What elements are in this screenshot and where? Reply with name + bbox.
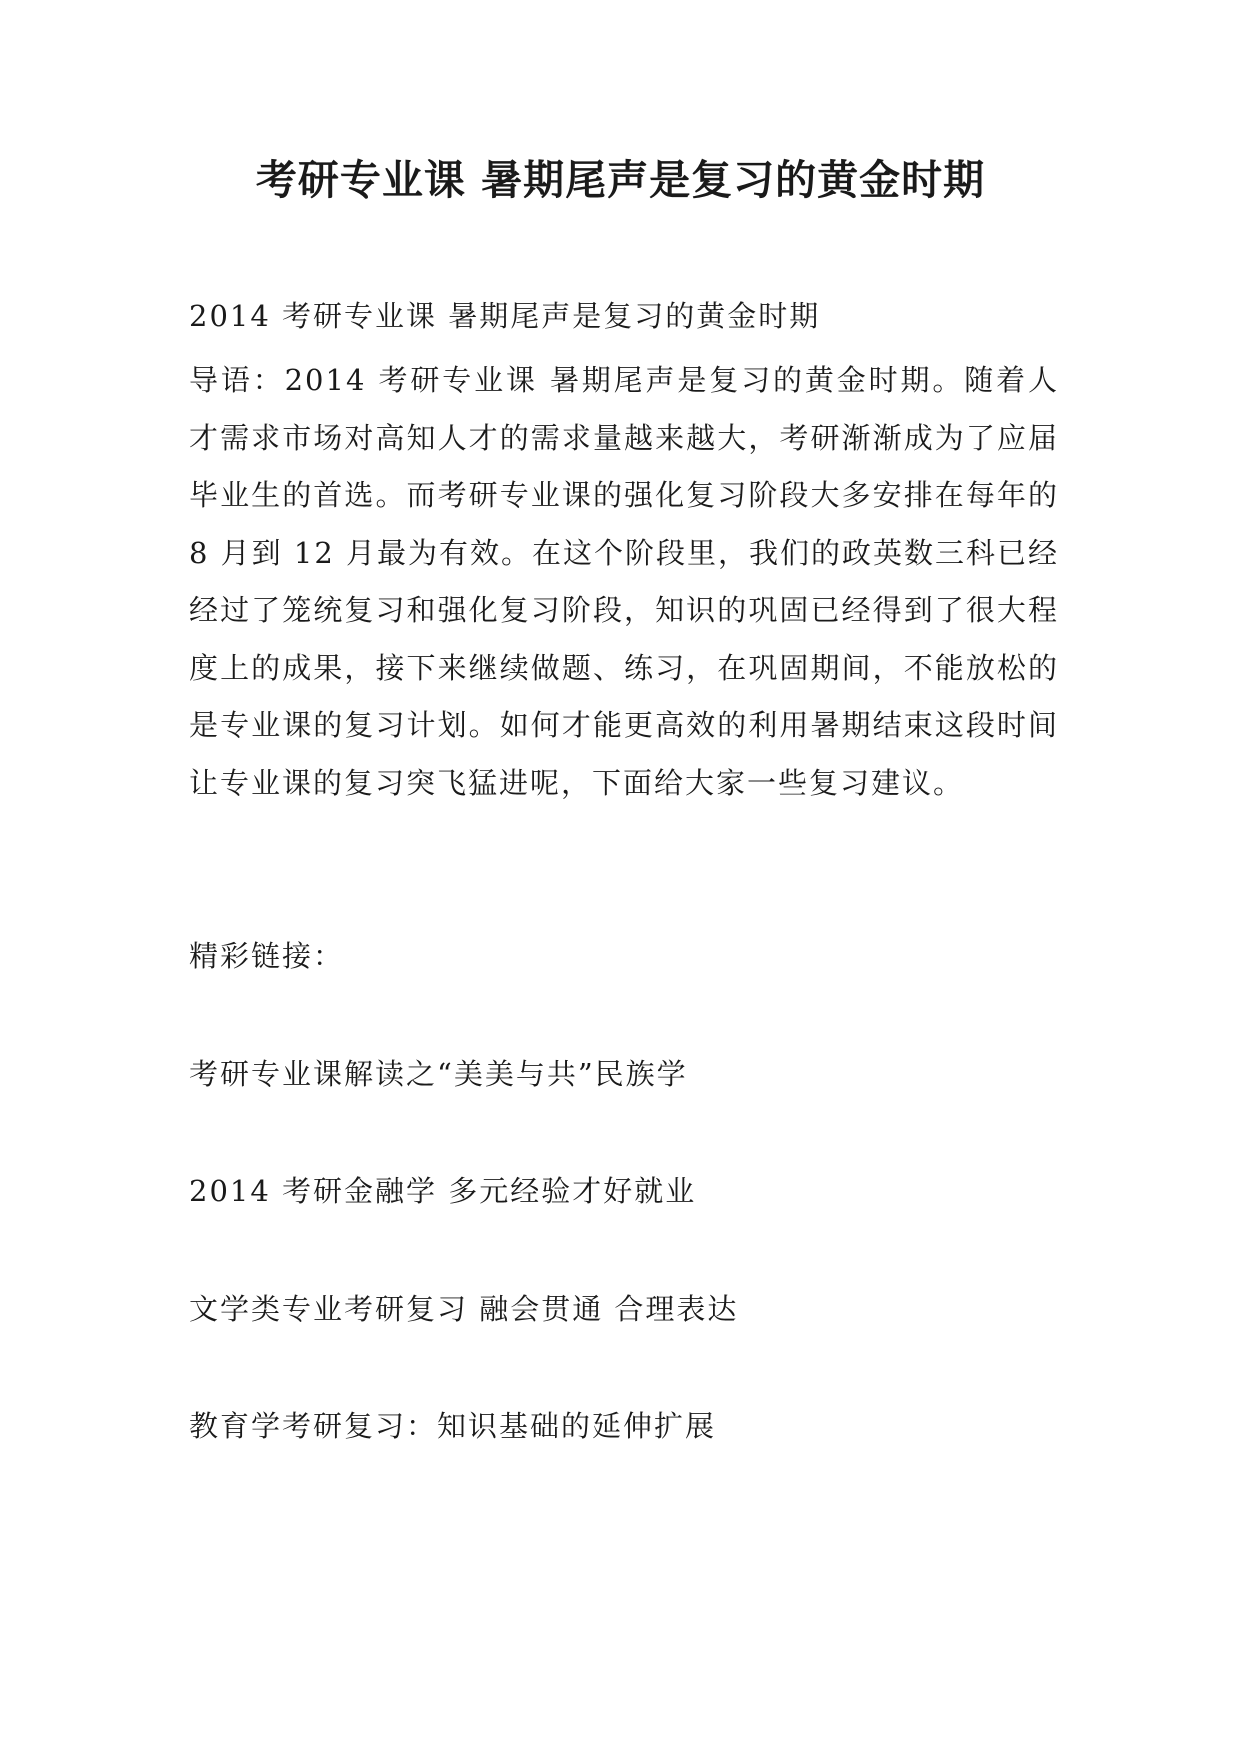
links-label: 精彩链接： [189,939,345,973]
related-link-finance[interactable]: 2014 考研金融学 多元经验才好就业 [189,1174,697,1208]
document-title: 考研专业课 暑期尾声是复习的黄金时期 [255,156,986,204]
related-link-literature[interactable]: 文学类专业考研复习 融会贯通 合理表达 [189,1292,739,1326]
document-subtitle: 2014 考研专业课 暑期尾声是复习的黄金时期 [189,299,821,333]
related-link-ethnology[interactable]: 考研专业课解读之“美美与共”民族学 [189,1057,688,1091]
related-link-education[interactable]: 教育学考研复习：知识基础的延伸扩展 [189,1409,717,1443]
intro-paragraph: 导语：2014 考研专业课 暑期尾声是复习的黄金时期。随着人才需求市场对高知人才的需求量越来越大，考研渐渐成为了应届毕业生的首选。而考研专业课的强化复习阶段大多安排在每年的 8 月到 12 月最为有效。在这个阶段里，我们的政英数三科已经经过了笼统复习和强化复习阶段，知识的巩固已经得到了很大程度上的成果，接下来继续做题、练习，在巩固期间，不能放松的是专业课的复习计划。如何才能更高效的利用暑期结束这段时间让专业课的复习突飞猛进呢，下面给大家一些复习建议。 [189,363,1060,800]
